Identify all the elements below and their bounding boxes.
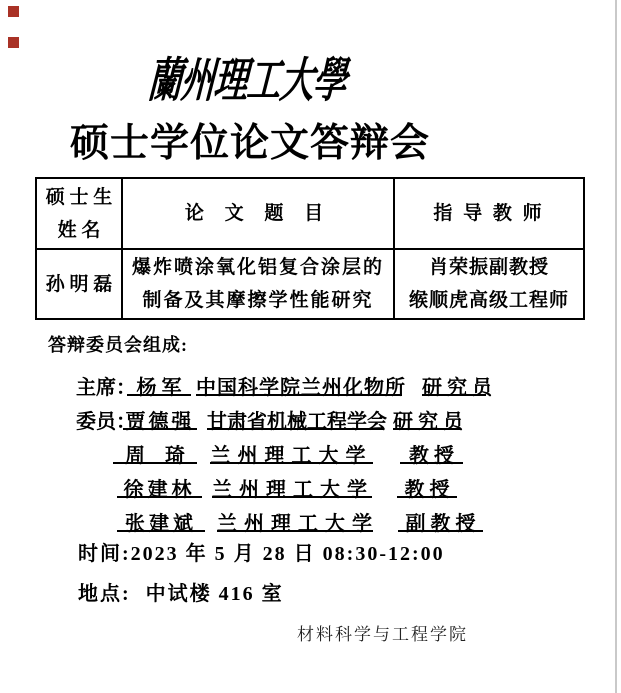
committee-member-affiliation: 中国科学院兰州化物所 xyxy=(196,371,402,396)
committee-member-affiliation: 甘肃省机械工程学会 xyxy=(207,405,383,430)
committee-member-title: 教 授 xyxy=(400,439,463,464)
red-square-marker-top xyxy=(8,6,19,17)
committee-member-affiliation: 兰州理工大学 xyxy=(210,439,373,464)
thesis-header-label: 论 文 题 目 xyxy=(184,203,332,224)
department-signature: 材料科学与工程学院 xyxy=(297,625,468,644)
advisor-line1: 肖荣振副教授 xyxy=(428,257,549,278)
header-cell-student-name xyxy=(37,179,123,250)
committee-member-name: 杨 军 xyxy=(127,371,191,396)
student-header-line1: 硕 士 生 xyxy=(45,186,113,208)
committee-member-title: 副 教 授 xyxy=(398,507,483,532)
committee-row-member xyxy=(0,507,621,533)
student-header-line2: 姓 名 xyxy=(57,219,101,241)
page-title: 硕士学位论文答辩会 xyxy=(69,122,430,165)
cell-advisors xyxy=(395,250,583,318)
place-value: 中试楼 416 室 xyxy=(145,583,284,605)
header-cell-advisor xyxy=(395,179,583,250)
advisor-header-label: 指 导 教 师 xyxy=(433,203,545,224)
committee-member-name: 张建斌 xyxy=(117,507,205,532)
cell-student-name xyxy=(37,250,123,318)
committee-member-name: 贾德强 xyxy=(123,405,197,430)
committee-member-name: 周 琦 xyxy=(113,439,197,464)
committee-role-label: 主席： xyxy=(76,377,136,399)
header-cell-thesis-title xyxy=(123,179,395,250)
committee-member-title: 研 究 员 xyxy=(393,405,460,430)
committee-row-member xyxy=(0,473,621,499)
student-name: 孙 明 磊 xyxy=(45,273,113,295)
committee-row-member xyxy=(0,439,621,465)
time-value: 2023 年 5 月 28 日 08:30-12:00 xyxy=(130,543,445,565)
committee-row-member xyxy=(0,405,621,431)
committee-member-title: 研 究 员 xyxy=(422,371,486,396)
defense-time-line xyxy=(78,537,445,566)
red-square-marker-second xyxy=(8,37,19,48)
committee-role-label: 委员： xyxy=(76,411,136,433)
committee-section-heading: 答辩委员会组成: xyxy=(48,335,188,355)
thesis-title-line2: 制备及其摩擦学性能研究 xyxy=(142,290,374,311)
committee-member-affiliation: 兰州理工大学 xyxy=(212,473,372,498)
time-label: 时间: xyxy=(78,543,131,565)
defense-place-line xyxy=(78,577,284,606)
committee-member-affiliation: 兰州理工大学 xyxy=(217,507,373,532)
page-edge-divider xyxy=(615,0,617,693)
advisor-line2: 缑顺虎高级工程师 xyxy=(408,290,569,311)
defense-info-table xyxy=(35,177,585,320)
place-label: 地点: xyxy=(78,583,131,605)
committee-row-chair xyxy=(0,371,621,397)
university-calligraphy-logo: 蘭州理工大學 xyxy=(146,56,348,108)
thesis-title-line1: 爆炸喷涂氧化铝复合涂层的 xyxy=(131,257,384,278)
committee-member-title: 教 授 xyxy=(397,473,457,498)
committee-member-name: 徐建林 xyxy=(117,473,202,498)
cell-thesis-title xyxy=(123,250,395,318)
